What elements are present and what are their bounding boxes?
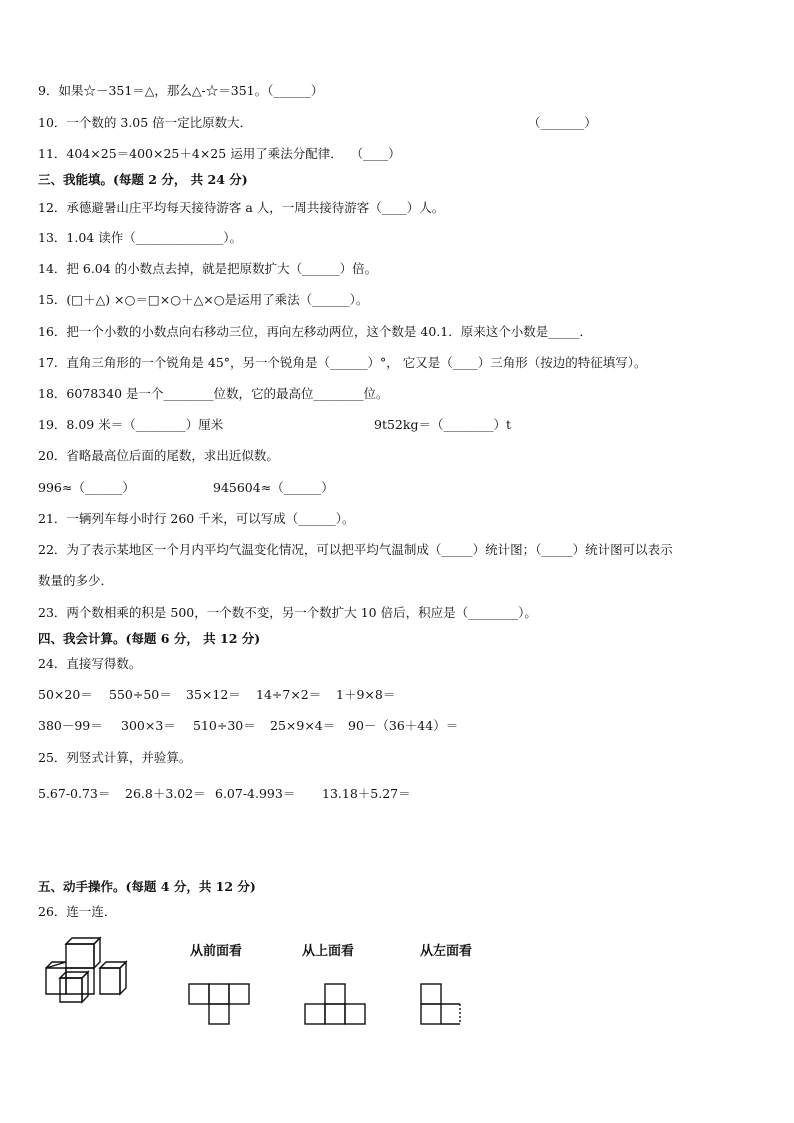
calc-item: 380－99＝ [38,718,103,733]
question-19-part-b: 9t52kg＝（________）t [374,417,511,432]
question-20-item-a: 996≈（______） [38,480,135,495]
calc-item: 13.18＋5.27＝ [322,786,411,801]
question-26: 26．连一连． [38,904,117,919]
calc-item: 550÷50＝ [109,687,172,702]
question-16: 16．把一个小数的小数点向右移动三位，再向左移动两位，这个数是 40.1．原来这个小数是_____． [38,324,592,339]
question-25: 25．列竖式计算，并验算。 [38,750,192,765]
calc-item: 5.67-0.73＝ [38,786,111,801]
question-10: 10．一个数的 3.05 倍一定比原数大． [38,115,253,130]
question-9: 9．如果☆－351＝△，那么△-☆＝351。（______） [38,83,324,98]
view-label-left: 从左面看 [420,944,473,959]
calc-item: 6.07-4.993＝ [215,786,296,801]
question-11: 11．404×25＝400×25＋4×25 运用了乘法分配律． （____） [38,146,401,161]
question-14: 14．把 6.04 的小数点去掉，就是把原数扩大（______）倍。 [38,261,378,276]
calc-item: 35×12＝ [186,687,241,702]
question-10-answer-blank[interactable]: （_______） [528,115,597,130]
cube-stack-figure [40,938,140,1008]
question-20-item-b: 945604≈（______） [213,480,334,495]
calc-item: 1＋9×8＝ [336,687,396,702]
question-19-part-a: 19．8.09 米＝（________）厘米 [38,417,224,432]
calc-item: 14÷7×2＝ [256,687,322,702]
calc-item: 26.8＋3.02＝ [125,786,206,801]
view-label-front: 从前面看 [190,944,243,959]
section-5-title: 五、动手操作。(每题 4 分，共 12 分) [38,879,256,894]
front-view-figure[interactable] [188,983,258,1027]
question-15: 15．(□＋△) ×○＝□×○＋△×○是运用了乘法（______）。 [38,292,369,307]
question-17: 17．直角三角形的一个锐角是 45°，另一个锐角是（______）°， 它又是（____）三角形（按边的特征填写）。 [38,355,647,370]
question-22-line-1: 22．为了表示某地区一个月内平均气温变化情况，可以把平均气温制成（_____）统计图；（_____）统计图可以表示 [38,542,673,557]
question-23: 23．两个数相乘的积是 500，一个数不变，另一个数扩大 10 倍后，积应是（________）。 [38,605,537,620]
section-4-title: 四、我会计算。(每题 6 分， 共 12 分) [38,631,261,646]
calc-item: 510÷30＝ [193,718,256,733]
view-label-top: 从上面看 [302,944,355,959]
question-21: 21．一辆列车每小时行 260 千米，可以写成（______）。 [38,511,355,526]
question-24: 24．直接写得数。 [38,656,142,671]
left-view-figure[interactable] [420,983,470,1027]
question-22-line-2: 数量的多少． [38,573,114,588]
question-18: 18．6078340 是一个________位数，它的最高位________位。 [38,386,389,401]
section-3-title: 三、我能填。(每题 2 分， 共 24 分) [38,172,248,187]
question-20: 20．省略最高位后面的尾数，求出近似数。 [38,448,279,463]
top-view-figure[interactable] [304,983,374,1027]
calc-item: 90－（36＋44）＝ [348,718,459,733]
question-12: 12．承德避暑山庄平均每天接待游客 a 人，一周共接待游客（____）人。 [38,200,445,215]
question-13: 13．1.04 读作（______________）。 [38,230,242,245]
calc-item: 50×20＝ [38,687,93,702]
calc-item: 25×9×4＝ [270,718,336,733]
calc-item: 300×3＝ [121,718,176,733]
